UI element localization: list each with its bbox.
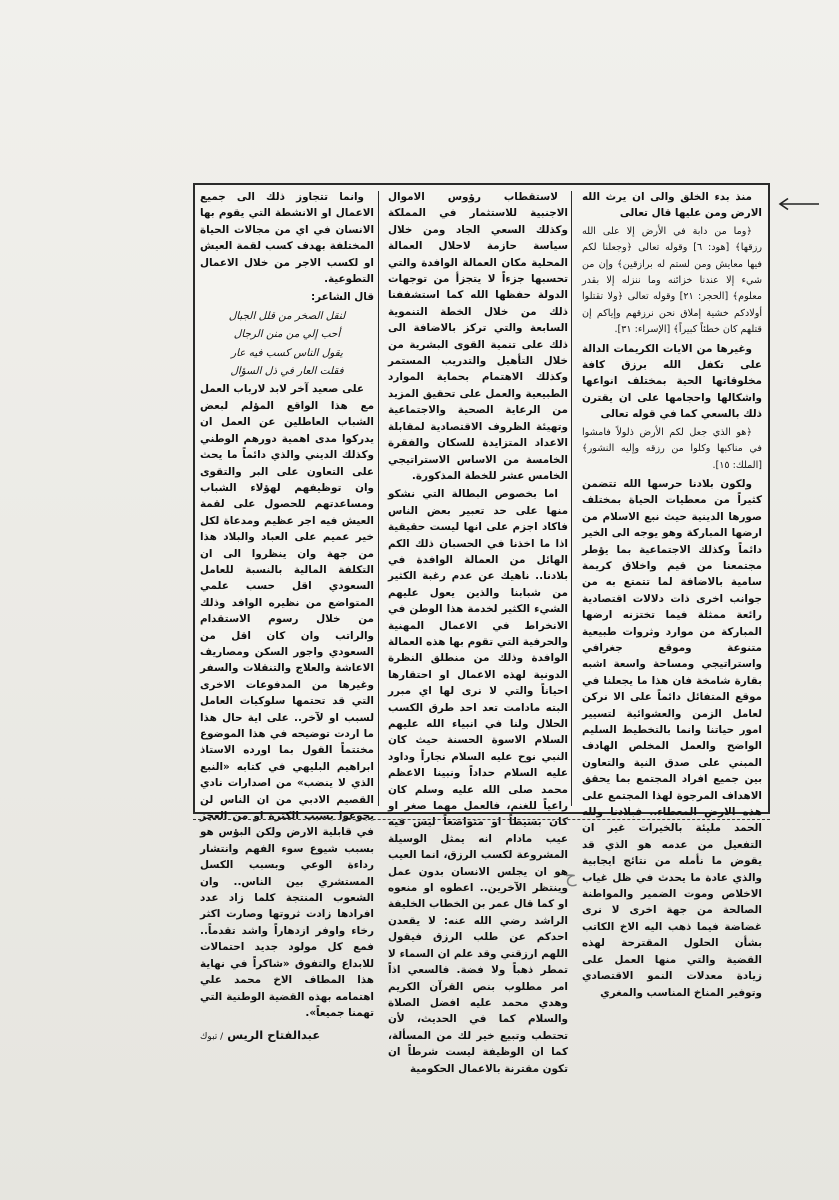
paragraph: على صعيد آخر لابد لارباب العمل مع هذا الواقع المؤلم لبعض الشباب العاطلين عن العمل ان يدركوا مدى اهمية دورهم الوطني وكذلك الديني والذي دائماً ما يحث على التعاون على البر والتقوى وان توظيفهم لهؤلاء الشباب ومساعدتهم للحصول على لقمة العيش فيه اجر عظيم ومدعاة لكل خير عميم على العباد والبلاد هذا من جهة وان ينظروا الى ان التكلفة المالية بالنسبة للعامل السعودي اقل حسب علمي المتواضع من نظيره الوافد وذلك من خلال رسوم الاستقدام والراتب وان كان اقل من السعودي واجور السكن ومصاريف الاعاشة والعلاج والتنقلات والسفر وغيرها من المدفوعات الاخرى التي قد تحتمها سلوكيات العامل لسبب او لآخر.. على اية حال هذا ما اردت توضيحه في هذا الموضوع مختتماً القول بما اورده الاستاذ ابراهيم البليهي في كتابه «النبع الذي لا ينضب» من اصدارات نادي القصيم الادبي من ان الناس لن يجوعوا بسبب الكثرة او من العجز في قابلية الارض ولكن البؤس هو بسبب شيوع سوء الفهم وانتشار رداءة الوعي وبسبب الكسل المستشري بين الناس.. وان الشعوب المنتجة كلما زاد عدد افرادها زادت ثروتها وصارت اكثر رخاء واوفر ازدهاراً واشد تقدماً.. فمع كل مولود جديد احتمالات للابداع والتفوق «شاكراً في نهاية هذا المطاف الاخ محمد علي اهتمامه بهذه القضية الوطنية التي تهمنا جميعاً». [200,383,374,1019]
poem-intro: قال الشاعر: [311,291,374,304]
newspaper-clipping [193,183,770,1075]
author-signature [200,1027,374,1045]
poem-line: فقلت العار في ذل السؤال [230,365,344,378]
article-column-left [200,189,374,1043]
poem-line: يقول الناس كسب فيه عار [231,346,343,359]
paragraph: اما بخصوص البطالة التي نشكو منها على حد تعبير بعض الناس فاكاد اجزم على انها ليست حقيقية اذا ما اخذنا في الحسبان ذلك الكم الهائل من العمالة الوافدة في بلادنا.. ناهيك عن عدم رغبة الكثير من شبابنا والذين يعول عليهم الشيء الكثير لخدمة هذا الوطن في الانخراط في الاعمال المهنية والحرفية التي تقوم بها هذه العمالة الوافدة وذلك من منطلق النظرة الدونية لهذه الاعمال او احتقارها احياناً والتي لا نرى لها اي مبرر البته مادامت تعد احد طرق الكسب الحلال ولنا في انبياء الله عليهم السلام الاسوة الحسنة حيث كان النبي نوح عليه السلام نجاراً وداود عليه السلام حداداً ونبينا الاعظم محمد صلى الله عليه وسلم كان راعياً للغنم، فالعمل مهما صغر او كان بسيطاً او متواضعاً ليس فيه عيب مادام انه يمثل الوسيلة المشروعة لكسب الرزق، انما العيب هو ان يجلس الانسان بدون عمل وينتظر الآخرين.. اعطوه او منعوه او كما قال عمر بن الخطاب الخليفة الراشد رضي الله عنه: لا يقعدن احدكم عن طلب الرزق فيقول اللهم ارزقني وقد علم ان السماء لا تمطر ذهباً ولا فضة. فالسعي اذاً امر مطلوب بنص القرآن الكريم وهدي محمد عليه افضل الصلاة والسلام كما في الحديث، لأن تحتطب وتبيع خير لك من المسألة، كما ان الوظيفة ليست شرطاً ان تكون مقترنة بالاعمال الحكومية [388,488,568,1075]
author-location: / تبوك [200,1032,224,1043]
margin-arrow-icon [777,197,821,211]
quran-verse: ﴿هو الذي جعل لكم الأرض ذلولاً فامشوا في مناكبها وكلوا من رزقه وإليه النشور﴾ [الملك: ١٥]. [582,426,762,471]
poem-line: لنقل الصخر من قلل الجبال [228,309,346,322]
poem-line: أحب إلي من منن الرجال [233,328,341,341]
margin-pen-mark: ح [565,866,577,887]
paragraph: منذ بدء الخلق والى ان يرث الله الارض ومن عليها قال تعالى [582,191,762,220]
article-column-middle [388,189,568,1075]
paragraph: ولكون بلادنا حرسها الله تتضمن كثيراً من معطيات الحياة بمختلف صورها الدينية حيث نبع الاسلام من ارضها المباركة وهو يوجه الى الخير دائماً وكذلك الاجتماعية بما يؤطر مجتمعنا من قيم واخلاق كريمة سامية بالاضافة لما تتمتع به من جوانب اخرى ذات دلالات اقتصادية رائعة ممثلة فيما تختزنه ارضها المباركة من موارد وثروات طبيعية متنوعة وموقع جغرافي واستراتيجي ومساحة واسعة اشبه بقارة شامخة فان هذا ما يجعلنا في موقع المتفائل دائماً على الا نركن لعامل الزمن والعشوائية لتسيير امور حياتنا وانما بالتخطيط السليم الواضح والعمل المخلص الهادف المبني على صدق النية والتعاون بين جميع افراد المجتمع بما يحقق الاهداف المرجوة لهذا المجتمع على هذه الارض المعطاء.. فبلادنا ولله الحمد مليئة بالخيرات غير ان التفعيل من عدمه هو الذي قد يقوض ما نأمله من نتائج ايجابية والذي عادة ما يحدث في ظل غياب الاخلاص وموت الضمير والمواطنة الصالحة من جهة اخرى لا نرى غضاضة فيما ذهب اليه الاخ الكاتب بشأن الحلول المقترحة لهذه القضية والتي منها العمل على زيادة معدلات النمو الاقتصادي وتوفير المناخ المناسب والمغري [582,477,762,999]
paragraph: وغيرها من الايات الكريمات الدالة على تكفل الله برزق كافة مخلوقاتها الحية بمختلف انواعها واشكالها واحجامها على ان يقترن ذلك بالسعي كما في قوله تعالى [582,342,762,421]
author-name: عبدالفتاح الريس [227,1028,321,1043]
quran-verse: ﴿وما من دابة في الأرض إلا على الله رزقها﴾ [هود: ٦] وقوله تعالى ﴿وجعلنا لكم فيها معايش ومن لستم له برازقين﴾ وإن من شيء إلا عندنا خزائنه وما ننزله إلا بقدر معلوم﴾ [الحجر: ٢١] وقوله تعالى ﴿ولا تقتلوا أولادكم خشية إملاق نحن نرزقهم وإياكم إن قتلهم كان خطئاً كبيراً﴾ [الإسراء: ٣١]. [582,225,762,336]
column-divider [571,191,572,806]
paragraph: وانما تتجاوز ذلك الى جميع الاعمال او الانشطة التي يقوم بها الانسان في اي من مجالات الحياة المختلفة بهدف كسب لقمة العيش او لكسب الاجر من خلال الاعمال التطوعية. [200,191,374,286]
article-column-right [582,189,762,999]
paragraph: لاستقطاب رؤوس الاموال الاجنبية للاستثمار في المملكة وكذلك السعي الجاد ومن خلال سياسة حازمة لاحلال العمالة المحلية مكان العمالة الوافدة والتي تحسبها جزءاً لا يتجزأ من توجهات الدولة حفظها الله كما استشففنا ذلك من خلال الخطة التنموية السابعة والتي تركز بالاضافة الى ذلك على تنمية القوى البشرية من خلال التأهيل والتدريب المستمر وكذلك الاهتمام بحماية الموارد الطبيعية والعمل على تحقيق المزيد من الرعاية الصحية والاجتماعية وتهيئة الظروف الاقتصادية لمقابلة الاعداد المتزايدة للسكان والفقرة الخامسة من الاساس الاستراتيجي الخامس عشر للخطة المذكورة. [388,191,568,482]
column-divider [378,191,379,806]
